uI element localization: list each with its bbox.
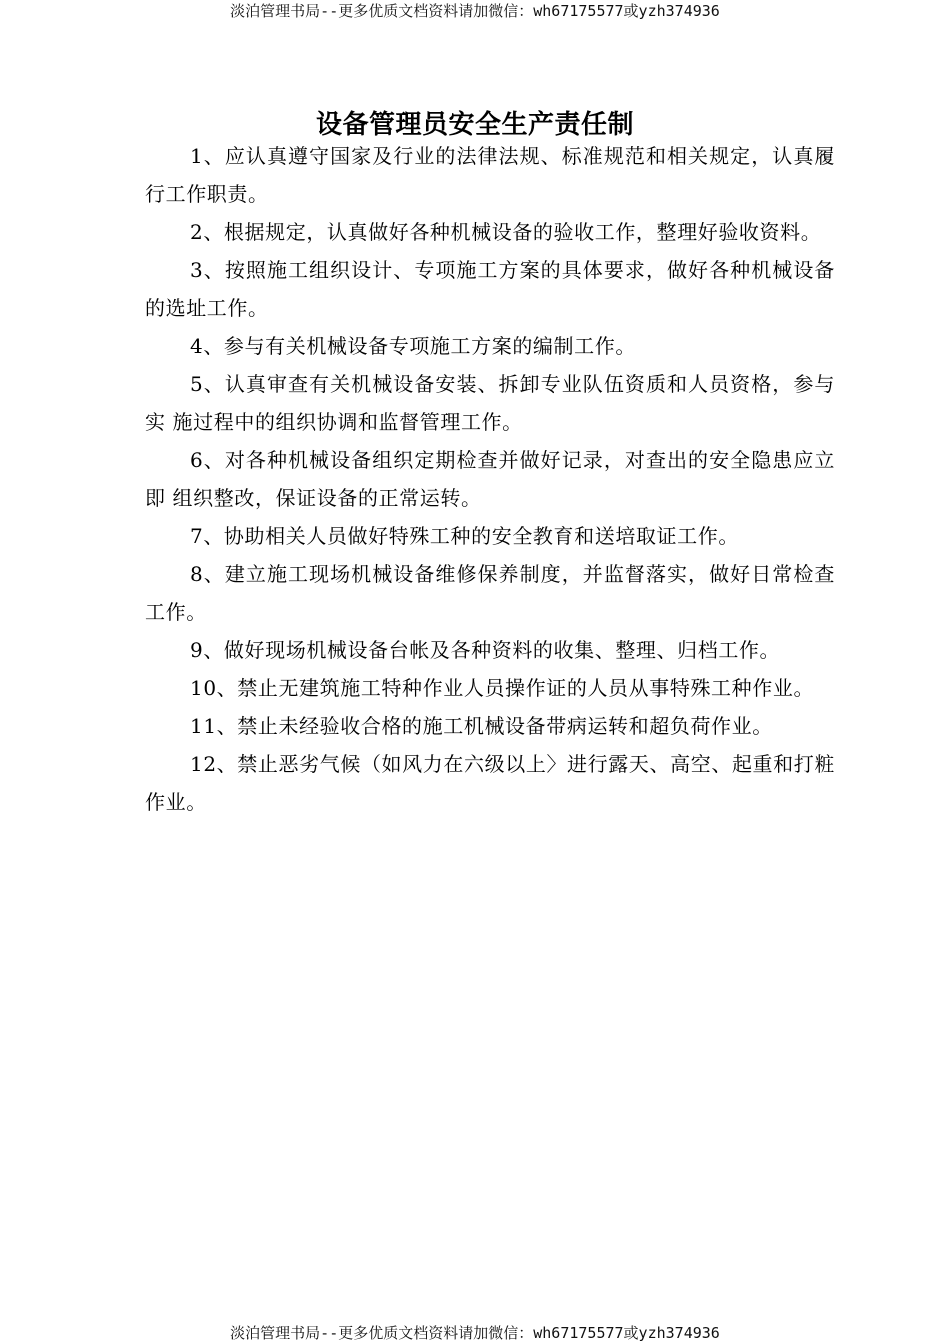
clause-item: 1、应认真遵守国家及行业的法律法规、标准规范和相关规定，认真履行工作职责。 [145,144,835,206]
clause-item: 6、对各种机械设备组织定期检查并做好记录，对查出的安全隐患应立即 组织整改，保证设备的正常运转。 [145,448,835,510]
clause-item: 3、按照施工组织设计、专项施工方案的具体要求，做好各种机械设备的选址工作。 [145,258,835,320]
clause-item: 5、认真审查有关机械设备安装、拆卸专业队伍资质和人员资格，参与实 施过程中的组织协调和监督管理工作。 [145,372,835,434]
clause-item: 11、禁止未经验收合格的施工机械设备带病运转和超负荷作业。 [190,714,773,738]
clause-item: 7、协助相关人员做好特殊工种的安全教育和送培取证工作。 [190,524,739,548]
footer-banner: 淡泊管理书局--更多优质文档资料请加微信：wh67175577或yzh374936 [230,1324,720,1342]
clause-item: 4、参与有关机械设备专项施工方案的编制工作。 [190,334,636,358]
header-banner: 淡泊管理书局--更多优质文档资料请加微信：wh67175577或yzh374936 [230,2,720,20]
clause-item: 8、建立施工现场机械设备维修保养制度，并监督落实，做好日常检查工作。 [145,562,835,624]
document-title: 设备管理员安全生产责任制 [315,110,634,141]
responsibility-clauses [145,137,835,821]
clause-item: 12、禁止恶劣气候（如风力在六级以上〉进行露天、高空、起重和打粧作业。 [145,752,835,814]
clause-item: 9、做好现场机械设备台帐及各种资料的收集、整理、归档工作。 [190,638,781,662]
clause-item: 10、禁止无建筑施工特种作业人员操作证的人员从事特殊工种作业。 [190,676,815,700]
clause-item: 2、根据规定，认真做好各种机械设备的验收工作，整理好验收资料。 [190,220,822,244]
